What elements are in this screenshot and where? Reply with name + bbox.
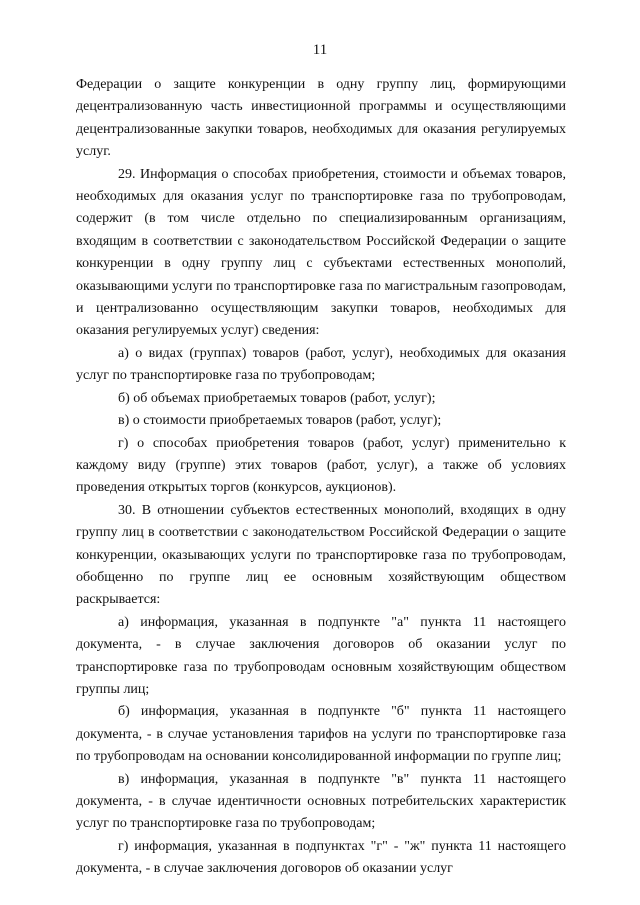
paragraph-29-v: в) о стоимости приобретаемых товаров (работ, услуг); — [118, 413, 442, 429]
paragraph-30-g: г) информация, указанная в подпунктах "г" - "ж" пункта 11 настоящего документа, - в случае заключения договоров об оказании услуг — [76, 838, 566, 877]
paragraph-29-b: б) об объемах приобретаемых товаров (работ, услуг); — [118, 390, 436, 406]
paragraph-29: 29. Информация о способах приобретения, стоимости и объемах товаров, необходимых для оказания услуг по транспортировке газа по трубопроводам, содержит (в том числе отдельно по специализированным организациям, входящим в соответствии с законодательством Российской Федерации о защите конкуренции в одну группу лиц с субъектами естественных монополий, оказывающими услуги по транспортировке газа по магистральным газопроводам, и централизованно осуществляющим закупки товаров, необходимых для оказания регулируемых услуг) сведения: — [76, 166, 566, 339]
paragraph-30-a: а) информация, указанная в подпункте "а" пункта 11 настоящего документа, - в случае заключения договоров об оказании услуг по транспортировке газа по трубопроводам основным хозяйствующим обществом группы лиц; — [76, 614, 566, 697]
paragraph-29-a: а) о видах (группах) товаров (работ, услуг), необходимых для оказания услуг по транспортировке газа по трубопроводам; — [76, 345, 566, 384]
paragraph-continuation: Федерации о защите конкуренции в одну группу лиц, формирующими децентрализованную часть инвестиционной программы и осуществляющими децентрализованные закупки товаров, необходимых для оказания регулируемых услуг. — [76, 77, 566, 160]
page-number: 11 — [312, 42, 328, 58]
paragraph-30: 30. В отношении субъектов естественных монополий, входящих в одну группу лиц в соответствии с законодательством Российской Федерации о защите конкуренции, оказывающих услуги по транспортировке газа по трубопроводам, обобщенно по группе лиц ее основным хозяйствующим обществом раскрывается: — [76, 502, 566, 608]
document-body — [76, 74, 566, 881]
paragraph-30-b: б) информация, указанная в подпункте "б" пункта 11 настоящего документа, - в случае установления тарифов на услуги по транспортировке газа по трубопроводам на основании консолидированной информации по группе лиц; — [76, 704, 566, 765]
paragraph-30-v: в) информация, указанная в подпункте "в" пункта 11 настоящего документа, - в случае идентичности основных потребительских характеристик услуг по транспортировке газа по трубопроводам; — [76, 771, 566, 832]
paragraph-29-g: г) о способах приобретения товаров (работ, услуг) применительно к каждому виду (группе) этих товаров (работ, услуг), а также об условиях проведения открытых торгов (конкурсов, аукционов). — [76, 435, 566, 496]
